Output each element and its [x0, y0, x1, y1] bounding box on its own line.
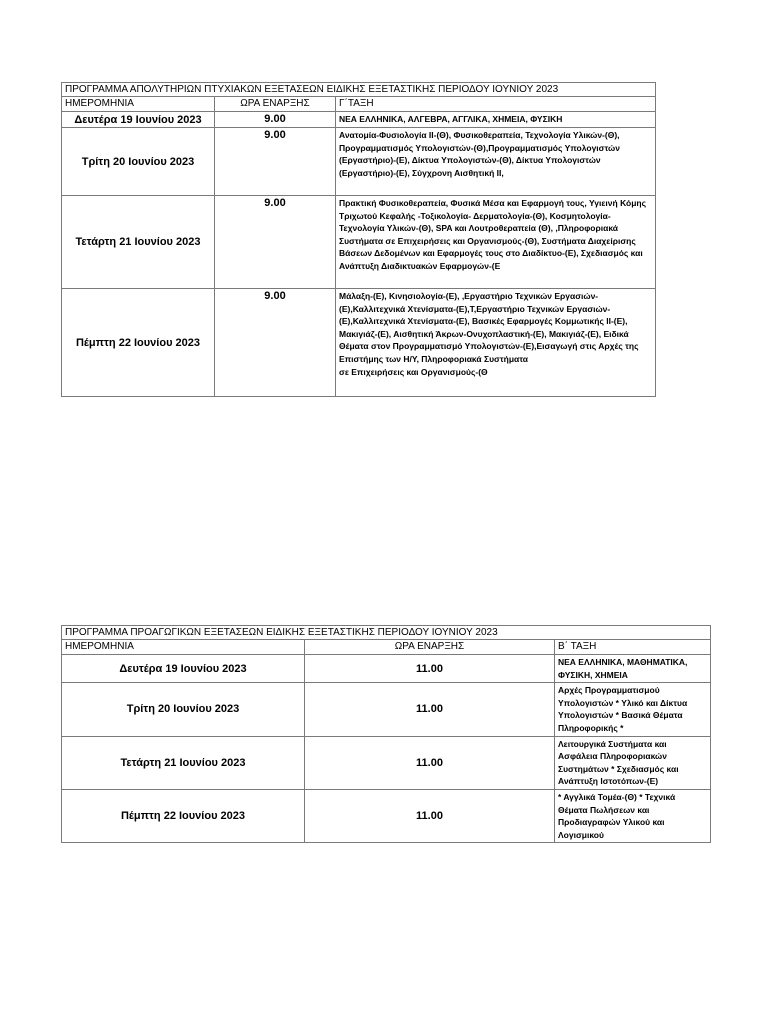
- final-exams-table: [61, 82, 656, 397]
- start-time: 9.00: [215, 196, 336, 289]
- header-class: Γ΄ΤΑΞΗ: [336, 97, 656, 112]
- exam-subjects: ΝΕΑ ΕΛΛΗΝΙΚΑ, ΑΛΓΕΒΡΑ, ΑΓΓΛΙΚΑ, ΧΗΜΕΙΑ, ΦΥΣΙΚΗ: [336, 112, 656, 128]
- start-time: 9.00: [215, 112, 336, 128]
- exam-date: Πέμπτη 22 Ιουνίου 2023: [62, 289, 215, 397]
- exam-subjects: Λειτουργικά Συστήματα και Ασφάλεια Πληροφοριακών Συστημάτων * Σχεδιασμός και Ανάπτυξη Ιστοτόπων-(Ε): [555, 736, 711, 789]
- start-time: 9.00: [215, 128, 336, 196]
- exam-date: Τετάρτη 21 Ιουνίου 2023: [62, 196, 215, 289]
- header-start-time: ΩΡΑ ΕΝΑΡΞΗΣ: [215, 97, 336, 112]
- start-time: 11.00: [305, 789, 555, 842]
- exam-subjects: * Αγγλικά Τομέα-(Θ) * Τεχνικά Θέματα Πωλήσεων και Προδιαγραφών Υλικού και Λογισμικού: [555, 789, 711, 842]
- exam-date: Δευτέρα 19 Ιουνίου 2023: [62, 112, 215, 128]
- exam-date: Δευτέρα 19 Ιουνίου 2023: [62, 655, 305, 683]
- exam-subjects: ΝΕΑ ΕΛΛΗΝΙΚΑ, ΜΑΘΗΜΑΤΙΚΑ, ΦΥΣΙΚΗ, ΧΗΜΕΙΑ: [555, 655, 711, 683]
- start-time: 9.00: [215, 289, 336, 397]
- promotion-exams-table: [61, 625, 711, 843]
- start-time: 11.00: [305, 736, 555, 789]
- header-date: ΗΜΕΡΟΜΗΝΙΑ: [62, 640, 305, 655]
- start-time: 11.00: [305, 683, 555, 736]
- exam-date: Τρίτη 20 Ιουνίου 2023: [62, 128, 215, 196]
- exam-subjects: Πρακτική Φυσικοθεραπεία, Φυσικά Μέσα και Εφαρμογή τους, Υγιεινή Κόμης Τριχωτού Κεφαλής -Τοξικολογία- Δερματολογία-(Θ), Κοσμητολογία-Τεχνολογία Υλικών-(Θ), SPA και Λουτροθεραπεία (Θ), ,Πληροφοριακά Συστήματα σε Επιχειρήσεις και Οργανισμούς-(Θ), Συστήματα Διαχείρισης Βάσεων Δεδομένων και Εφαρμογές τους στο Διαδίκτυο-(Ε), Σχεδιασμός και Ανάπτυξη Διαδικτυακών Εφαρμογών-(Ε: [336, 196, 656, 289]
- table-title: ΠΡΟΓΡΑΜΜΑ ΑΠΟΛΥΤΗΡΙΩΝ ΠΤΥΧΙΑΚΩΝ ΕΞΕΤΑΣΕΩΝ ΕΙΔΙΚΗΣ ΕΞΕΤΑΣΤΙΚΗΣ ΠΕΡΙΟΔΟΥ ΙΟΥΝΙΟΥ 2023: [62, 83, 656, 97]
- exam-date: Πέμπτη 22 Ιουνίου 2023: [62, 789, 305, 842]
- table-title: ΠΡΟΓΡΑΜΜΑ ΠΡΟΑΓΩΓΙΚΩΝ ΕΞΕΤΑΣΕΩΝ ΕΙΔΙΚΗΣ ΕΞΕΤΑΣΤΙΚΗΣ ΠΕΡΙΟΔΟΥ ΙΟΥΝΙΟΥ 2023: [62, 626, 711, 640]
- header-date: ΗΜΕΡΟΜΗΝΙΑ: [62, 97, 215, 112]
- start-time: 11.00: [305, 655, 555, 683]
- exam-subjects: Ανατομία-Φυσιολογία ΙΙ-(Θ), Φυσικοθεραπεία, Τεχνολογία Υλικών-(Θ), Προγραμματισμός Υπολογιστών-(Θ),Προγραμματισμός Υπολογιστών (Εργαστήριο)-(Ε), Δίκτυα Υπολογιστών-(Θ), Δίκτυα Υπολογιστών (Εργαστήριο)-(Ε), Σύγχρονη Αισθητική ΙΙ,: [336, 128, 656, 196]
- exam-subjects: Μάλαξη-(Ε), Κινησιολογία-(Ε), ,Εργαστήριο Τεχνικών Εργασιών-(Ε),Καλλιτεχνικά Χτενίσματα-(Ε),Τ,Εργαστήριο Τεχνικών Εργασιών-(Ε),Καλλιτεχνικά Χτενίσματα-(Ε), Βασικές Εφαρμογές Κομμωτικής ΙΙ-(Ε), Μακιγιάζ-(Ε), Αισθητική Άκρων-Ονυχοπλαστική-(Ε), Μακιγιάζ-(Ε), Ειδικά Θέματα στον Προγραμματισμό Υπολογιστών-(Ε),Εισαγωγή στις Αρχές της Επιστήμης των Η/Υ, Πληροφοριακά Συστήματα σε Επιχειρήσεις και Οργανισμούς-(Θ: [336, 289, 656, 397]
- header-start-time: ΩΡΑ ΕΝΑΡΞΗΣ: [305, 640, 555, 655]
- header-class: Β΄ ΤΑΞΗ: [555, 640, 711, 655]
- exam-subjects: Αρχές Προγραμματισμού Υπολογιστών * Υλικό και Δίκτυα Υπολογιστών * Βασικά Θέματα Πληροφορικής *: [555, 683, 711, 736]
- exam-date: Τετάρτη 21 Ιουνίου 2023: [62, 736, 305, 789]
- exam-date: Τρίτη 20 Ιουνίου 2023: [62, 683, 305, 736]
